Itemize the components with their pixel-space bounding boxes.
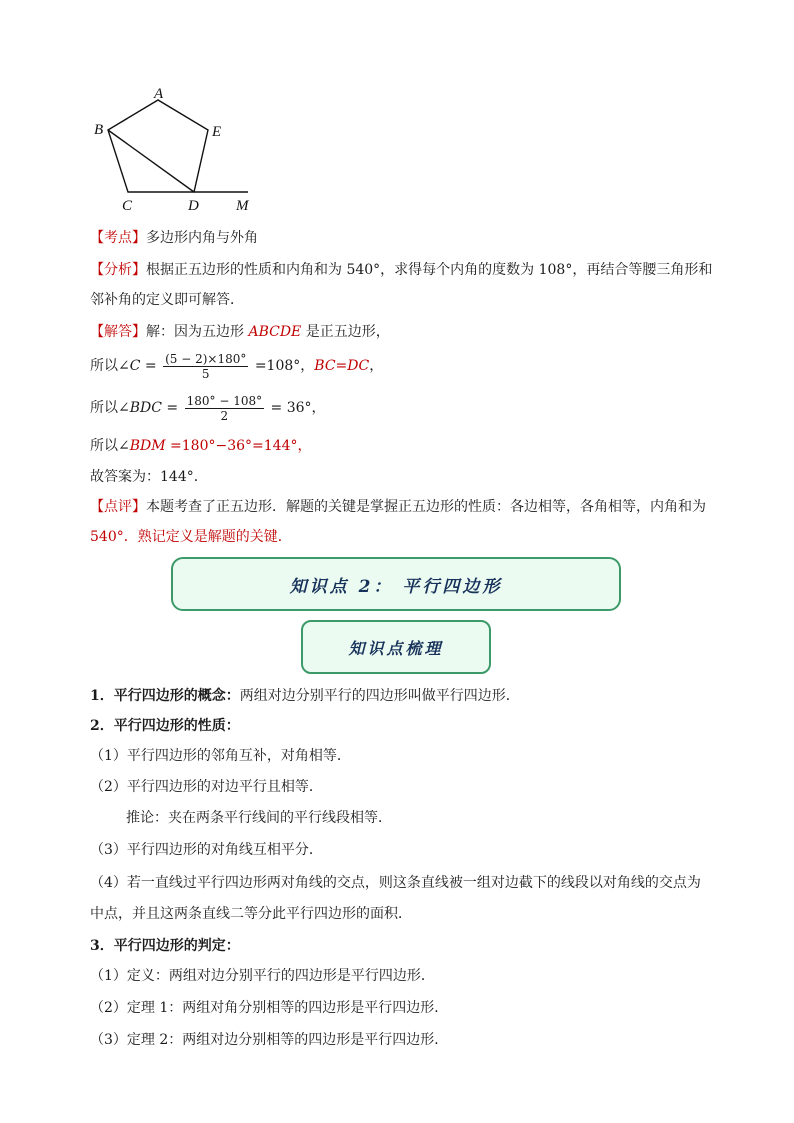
step1-angle: C [129,358,141,374]
step2-result: = 36°， [266,400,326,416]
fenxi-text-2: 邻补角的定义即可解答． [90,292,244,308]
section-2-item-2: （2）平行四边形的对边平行且相等． [90,779,323,795]
jieda-pentagon: ABCDE [248,324,302,340]
step1-extra: BC=DC [314,358,370,374]
jieda-step1 [90,350,383,382]
pentagon-shape [108,100,208,192]
jieda-tag: 【解答】 [90,324,146,340]
jieda-intro-b: 是正五边形， [301,324,390,340]
step2-angle: BDC [129,400,162,416]
dianping-text-1: 本题考查了正五边形．解题的关键是掌握正五边形的性质：各边相等，各角相等，内角和为 [146,499,706,515]
jieda-step2 [90,392,326,424]
step1-end: ， [369,358,384,374]
step3-angle: BDM [129,438,166,454]
kaodian-tag: 【考点】 [90,230,146,246]
label-e: E [212,124,222,140]
step1-eq: = [140,358,162,374]
fenxi-tag: 【分析】 [90,262,146,278]
step2-fraction [185,394,265,423]
step2-numerator: 180° − 108° [186,393,263,408]
pentagon-diagram [88,84,258,218]
dianping-text-2: 540°．熟记定义是解题的关键． [90,529,292,545]
section-2-item-4: （4）若一直线过平行四边形两对角线的交点，则这条直线被一组对边截下的线段以对角线的交点为 [90,875,701,891]
step1-fraction [163,352,248,381]
jieda-intro [90,322,390,342]
label-c: C [122,198,133,214]
knowledge-summary-title: 知识点梳理 [348,638,444,658]
section-1 [90,686,520,706]
section-2-corollary: 推论：夹在两条平行线间的平行线段相等． [126,810,392,826]
step1-denominator: 5 [201,366,210,381]
dianping-line-2 [90,527,292,547]
section-3-item-2: （2）定理 1：两组对角分别相等的四边形是平行四边形． [90,1000,449,1016]
step1-result: =108°， [250,358,315,374]
section-1-title: 1．平行四边形的概念： [90,688,240,704]
kaodian-text: 多边形内角与外角 [146,230,258,246]
dianping-line-1 [90,497,706,517]
answer-text: 故答案为：144°． [90,469,208,485]
pentagon-figure [88,84,258,218]
jieda-step3 [90,436,312,456]
fenxi-text-1: 根据正五边形的性质和内角和为 540°，求得每个内角的度数为 108°，再结合等腰三角形和 [146,262,713,278]
label-b: B [94,122,104,138]
section-banner [171,557,621,611]
step3-prefix: 所以∠ [90,438,130,454]
section-2-item-3: （3）平行四边形的对角线互相平分． [90,842,323,858]
kaodian-line [90,228,258,248]
section-2-item-4-cont: 中点，并且这两条直线二等分此平行四边形的面积． [90,906,412,922]
knowledge-summary-banner [301,620,491,674]
label-a: A [154,86,164,102]
jieda-intro-a: 解：因为五边形 [146,324,249,340]
section-2-item-1: （1）平行四边形的邻角互补，对角相等． [90,748,351,764]
fenxi-line-2 [90,290,244,310]
section-1-text: 两组对边分别平行的四边形叫做平行四边形． [239,688,520,704]
label-d: D [188,198,199,214]
jieda-answer [90,467,208,487]
section-3-item-3: （3）定理 2：两组对边分别相等的四边形是平行四边形． [90,1032,449,1048]
section-3-item-1: （1）定义：两组对边分别平行的四边形是平行四边形． [90,968,435,984]
step2-denominator: 2 [220,408,229,423]
step2-eq: = [161,400,183,416]
section-banner-title: 知识点 2： 平行四边形 [289,576,503,597]
diagonal-bd [108,130,194,192]
dianping-tag: 【点评】 [90,499,146,515]
section-3-title: 3．平行四边形的判定： [90,938,240,954]
section-2-title: 2．平行四边形的性质： [90,718,240,734]
step1-numerator: (5 − 2)×180° [165,351,247,366]
label-m: M [236,198,249,214]
step3-rest: =180°−36°=144°， [165,438,312,454]
step1-prefix: 所以∠ [90,358,130,374]
step2-prefix: 所以∠ [90,400,130,416]
fenxi-line-1 [90,260,712,280]
